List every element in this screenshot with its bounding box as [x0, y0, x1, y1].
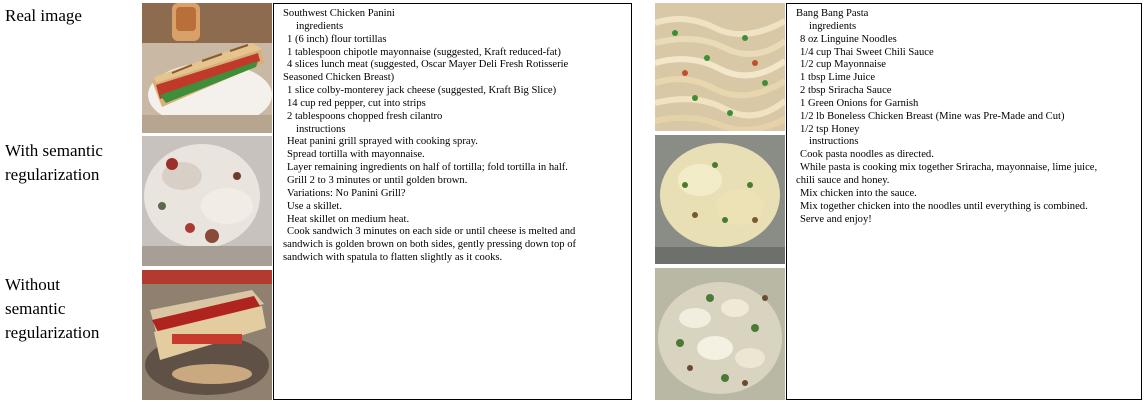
ingredients-heading: ingredients	[296, 20, 344, 32]
ingredient-line: 1/2 tsp Honey	[800, 123, 860, 135]
recipe-title: Bang Bang Pasta	[796, 8, 869, 19]
instruction-line: While pasta is cooking mix together Sriracha, mayonnaise, lime juice,	[800, 162, 1098, 174]
right-real-pasta-photo	[655, 3, 785, 131]
ingredient-line: 2 tbsp Sriracha Sauce	[800, 85, 892, 97]
left-without-generated-photo	[142, 270, 272, 400]
instruction-line: Layer remaining ingredients on half of tortilla; fold tortilla in half.	[287, 162, 568, 174]
instruction-line: Cook pasta noodles as directed.	[800, 149, 934, 161]
instruction-line: Heat panini grill sprayed with cooking spray.	[287, 136, 478, 148]
ingredient-line: 1/2 lb Boneless Chicken Breast (Mine was Pre-Made and Cut)	[800, 110, 1065, 122]
instruction-line: Serve and enjoy!	[800, 213, 872, 225]
right-without-generated-photo	[655, 268, 785, 400]
instruction-line: sandwich is golden brown on both sides, gently pressing down top of	[283, 239, 577, 251]
ingredient-line: 1 tablespoon chipotle mayonnaise (suggested, Kraft reduced-fat)	[287, 46, 561, 58]
ingredient-line: 1/2 cup Mayonnaise	[800, 59, 886, 71]
instruction-line: chili sauce and honey.	[796, 174, 890, 186]
recipe-text-bang-bang-pasta	[786, 3, 1142, 400]
ingredient-line: 1 tbsp Lime Juice	[800, 72, 876, 84]
ingredient-line: 1 (6 inch) flour tortillas	[287, 33, 387, 45]
ingredient-line: 4 slices lunch meat (suggested, Oscar Mayer Deli Fresh Rotisserie	[287, 59, 569, 71]
instruction-line: Variations: No Panini Grill?	[287, 187, 406, 199]
ingredient-line: 8 oz Linguine Noodles	[800, 33, 897, 45]
ingredient-line: 14 cup red pepper, cut into strips	[287, 97, 426, 109]
row-label-real-image: Real image	[5, 6, 82, 25]
instruction-line: Heat skillet on medium heat.	[287, 213, 410, 225]
right-semantic-generated-photo	[655, 135, 785, 264]
ingredient-line: 1 slice colby-monterey jack cheese (suggested, Kraft Big Slice)	[287, 85, 557, 97]
instructions-heading: instructions	[809, 136, 859, 148]
recipe-title: Southwest Chicken Panini	[283, 8, 395, 19]
ingredient-line: 1/4 cup Thai Sweet Chili Sauce	[800, 46, 934, 58]
ingredient-line: 1 Green Onions for Garnish	[800, 97, 919, 109]
ingredient-line: Seasoned Chicken Breast)	[283, 72, 395, 84]
ingredient-line: 2 tablespoons chopped fresh cilantro	[287, 110, 443, 122]
instructions-heading: instructions	[296, 123, 346, 135]
row-label-with-semantic-regularization: With semantic regularization	[5, 141, 103, 184]
instruction-line: Mix together chicken into the noodles until everything is combined.	[800, 200, 1088, 212]
left-semantic-generated-photo	[142, 136, 272, 266]
ingredients-heading: ingredients	[809, 20, 857, 32]
instruction-line: Cook sandwich 3 minutes on each side or until cheese is melted and	[287, 226, 576, 238]
row-label-without-semantic-regularization: Without semantic regularization	[5, 275, 100, 342]
instruction-line: sandwich with spatula to flatten slightly as it cooks.	[283, 252, 503, 264]
instruction-line: Grill 2 to 3 minutes or until golden brown.	[287, 174, 468, 186]
instruction-line: Use a skillet.	[287, 200, 343, 212]
recipe-text-southwest-chicken-panini	[273, 3, 632, 400]
instruction-line: Spread tortilla with mayonnaise.	[287, 149, 425, 161]
instruction-line: Mix chicken into the sauce.	[800, 187, 917, 199]
left-real-panini-photo	[142, 3, 272, 133]
